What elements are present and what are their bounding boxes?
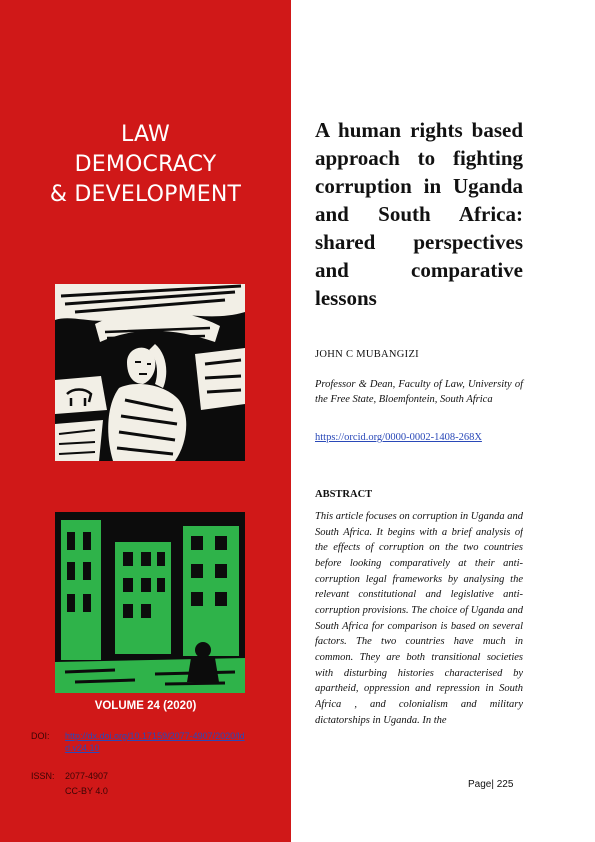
journal-title-line-2: DEMOCRACY [74,152,217,177]
license-label: CC-BY 4.0 [65,786,108,796]
journal-title [0,120,291,210]
cover-artwork-buildings-linocut [55,512,245,693]
journal-sidebar [0,0,291,842]
volume-label: VOLUME 24 (2020) [94,700,197,712]
page-number: Page| 225 [468,779,514,790]
issn-value: 2077-4907 [65,771,109,781]
author-affiliation: Professor & Dean, Faculty of Law, University of the Free State, Bloemfontein, South Africa [315,379,523,405]
journal-title-line-1: LAW [121,122,170,147]
article-title: A human rights based approach to fighting corruption in Uganda and South Africa: shared perspectives and comparative lessons [315,118,523,310]
orcid-link[interactable]: https://orcid.org/0000-0002-1408-268X [315,432,482,443]
doi-value [65,730,245,754]
issn-label: ISSN: [31,771,55,781]
abstract-heading: ABSTRACT [315,489,373,500]
author-name: JOHN C MUBANGIZI [315,349,419,360]
cover-artwork-woman-linocut [55,284,245,461]
abstract-text: This article focuses on corruption in Uganda and South Africa. It begins with a brief analysis of the effects of corruption on the two countries before looking comparatively at their anti-corruption legal frameworks by analysing the relevant constitutional and legislative anti-corruption provisions. The choice of Uganda and South Africa for comparison is based on several factors. The two countries have much in common. They are both transitional societies with disturbing histories characterised by apartheid, oppression and repression in South Africa , and colonialism and military dictatorships in Uganda. In the [315,511,523,726]
doi-link[interactable]: http://dx.doi.org/10.17159/2077-4907/2020/ldd.v24.10 [65,731,245,753]
journal-title-line-3: & DEVELOPMENT [49,182,242,207]
doi-label: DOI: [31,731,50,741]
